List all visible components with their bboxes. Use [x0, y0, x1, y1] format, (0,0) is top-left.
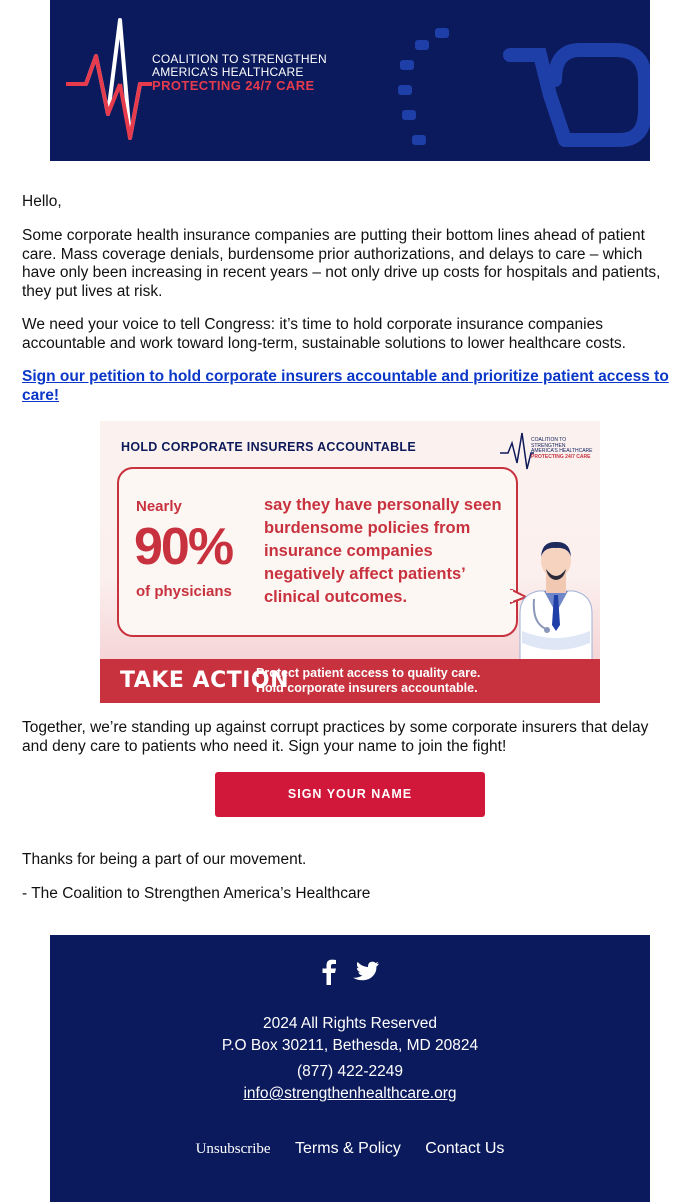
social-links: [50, 959, 650, 990]
decorative-heart-graphic: [390, 0, 650, 161]
contact-link[interactable]: Contact Us: [425, 1140, 505, 1157]
petition-link[interactable]: Sign our petition to hold corporate insurers accountable and prioritize patient access to care!: [22, 368, 669, 404]
ig-logo-tagline: PROTECTING 24/7 CARE: [531, 453, 591, 460]
footer: [50, 935, 650, 1202]
logo-line-1: COALITION TO STRENGTHEN: [152, 52, 327, 66]
bar-line-1: Protect patient access to quality care.: [256, 666, 481, 680]
stat-suffix: of physicians: [136, 583, 232, 600]
paragraph-2: [22, 316, 677, 353]
ig-logo-line-2: AMERICA’S HEALTHCARE: [531, 448, 593, 454]
footer-links: [50, 1140, 650, 1158]
terms-link[interactable]: Terms & Policy: [295, 1140, 401, 1157]
take-action-message: [256, 666, 480, 695]
thanks: [22, 851, 677, 870]
thanks-text: Thanks for being a part of our movement.: [22, 851, 307, 868]
logo-wordmark: [152, 53, 327, 92]
greeting-text: Hello,: [22, 193, 62, 210]
email-link[interactable]: info@strengthenhealthcare.org: [243, 1085, 457, 1102]
stat-prefix: Nearly: [136, 498, 182, 515]
facebook-icon[interactable]: [321, 959, 337, 990]
paragraph-3: [22, 719, 677, 756]
email-link-row: [50, 1084, 650, 1104]
doctor-illustration: [516, 533, 596, 661]
greeting: [22, 193, 677, 212]
signature: [22, 885, 677, 904]
paragraph-1-text: Some corporate health insurance companies are putting their bottom lines ahead of patient care. Mass coverage denials, burdensome prior authorizations, and delays to care – which have only been increasing in recent years – not only drive up costs for hospitals and patients, they put lives at risk.: [22, 227, 661, 300]
header-banner: [50, 0, 650, 161]
logo-tagline: PROTECTING 24/7 CARE: [152, 78, 315, 93]
paragraph-1: [22, 227, 677, 301]
ig-logo-line-1: COALITION TO STRENGTHEN: [531, 437, 567, 449]
phone: (877) 422-2249: [297, 1063, 403, 1080]
unsubscribe-link[interactable]: Unsubscribe: [195, 1141, 271, 1157]
infographic-logo-wordmark: [531, 438, 600, 460]
bar-line-2: Hold corporate insurers accountable.: [256, 680, 478, 695]
twitter-icon[interactable]: [353, 961, 379, 988]
stat-percent: 90%: [134, 518, 233, 576]
sign-your-name-button[interactable]: SIGN YOUR NAME: [215, 772, 485, 817]
copyright: 2024 All Rights Reserved: [262, 1015, 438, 1032]
paragraph-3-text: Together, we’re standing up against corrupt practices by some corporate insurers that delay and deny care to patients who need it. Sign your name to join the fight!: [22, 719, 649, 755]
infographic-image[interactable]: [100, 421, 600, 703]
logo-line-2: AMERICA’S HEALTHCARE: [152, 65, 304, 79]
take-action-bar: [100, 659, 600, 703]
take-action-label: TAKE ACTION: [120, 668, 290, 693]
infographic-heading: HOLD CORPORATE INSURERS ACCOUNTABLE: [121, 440, 416, 454]
address: P.O Box 30211, Bethesda, MD 20824: [221, 1037, 479, 1054]
stat-statement: say they have personally seen burdensome policies from insurance companies negatively affect patients’ clinical outcomes.: [264, 496, 502, 606]
signature-text: - The Coalition to Strengthen America’s Healthcare: [22, 885, 371, 902]
paragraph-2-text: We need your voice to tell Congress: it’s time to hold corporate insurance companies accountable and work toward long-term, sustainable solutions to lower healthcare costs.: [22, 316, 626, 352]
